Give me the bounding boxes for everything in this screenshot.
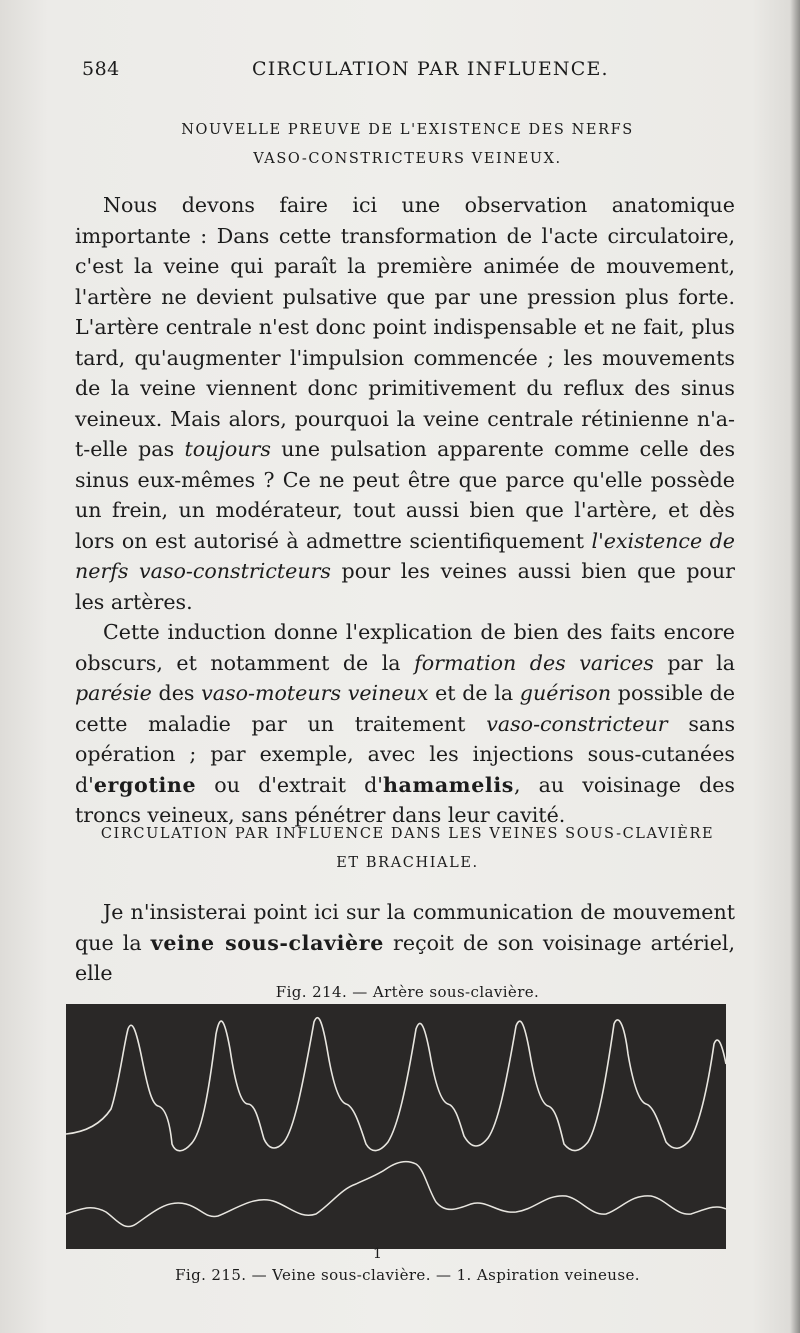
italic-term: l'existence de nerfs vaso-constricteurs bbox=[75, 528, 735, 583]
bold-term-veine: veine sous-clavière bbox=[150, 930, 384, 955]
section-heading-nerfs bbox=[75, 116, 740, 174]
figure-214-caption: Fig. 214. — Artère sous-clavière. bbox=[275, 983, 540, 1001]
paragraph-observation: Nous devons faire ici une observation anatomique importante : Dans cette transformation de l'acte circulatoire, c'est la veine qui paraît la première animée de mouvement, l'artère ne devient pulsative que par une pression plus forte. L'artère centrale n'est donc point indispensable et ne fait, plus tard, qu'augmenter l'impulsion commencée ; les mouvements de la veine viennent donc primitivement du reflux des sinus veineux. Mais alors, pourquoi la veine centrale rétinienne n'a-t-elle pas toujours une pulsation apparente comme celle des sinus eux-mêmes ? Ce ne peut être que parce qu'elle possède un frein, un modérateur, tout aussi bien que l'artère, et dès lors on est autorisé à admettre scientifiquement l'existence de nerfs vaso-constricteurs pour les veines aussi bien que pour les artères. bbox=[75, 193, 736, 614]
figure-215-caption: Fig. 215. — Veine sous-clavière. — 1. Aspiration veineuse. bbox=[175, 1266, 640, 1284]
italic-term: toujours bbox=[184, 437, 271, 461]
section-heading-line-2: VASO-CONSTRICTEURS VEINEUX. bbox=[253, 151, 562, 167]
bold-term-ergotine: ergotine bbox=[93, 772, 197, 797]
italic-term: vaso-moteurs veineux bbox=[201, 681, 429, 705]
section-heading-line-1: CIRCULATION PAR INFLUENCE DANS LES VEINES SOUS-CLAVIÈRE bbox=[100, 826, 715, 842]
paragraph-communication: Je n'insisterai point ici sur la communication de mouvement que la veine sous-clavière reçoit de son voisinage artériel, elle bbox=[75, 900, 736, 985]
vein-pulse-trace bbox=[66, 1162, 726, 1227]
italic-term: guérison bbox=[519, 681, 612, 705]
paragraph-induction: Cette induction donne l'explication de bien des faits encore obscurs, et notamment de la formation des varices par la parésie des vaso-moteurs veineux et de la guérison possible de cette maladie par un traitement vaso-constricteur sans opération ; par exemple, avec les injections sous-cutanées d'ergotine ou d'extrait d'hamamelis, au voisinage des troncs veineux, sans pénétrer dans leur cavité. bbox=[75, 620, 736, 827]
aspiration-marker: 1 bbox=[373, 1246, 382, 1262]
section-heading-line-2: ET BRACHIALE. bbox=[336, 855, 479, 871]
section-2-body bbox=[75, 897, 735, 989]
running-title: CIRCULATION PAR INFLUENCE. bbox=[252, 58, 609, 80]
section-1-body bbox=[75, 190, 735, 831]
artery-pulse-trace bbox=[66, 1018, 726, 1151]
italic-term: formation des varices bbox=[414, 650, 654, 675]
section-heading-circulation bbox=[75, 820, 740, 878]
italic-term: vaso-constricteur bbox=[486, 711, 668, 736]
page-number: 584 bbox=[82, 58, 120, 80]
pulse-tracing-figure bbox=[66, 1004, 726, 1249]
tracing-svg bbox=[66, 1004, 726, 1249]
bold-term-hamamelis: hamamelis bbox=[382, 772, 514, 797]
section-heading-line-1: NOUVELLE PREUVE DE L'EXISTENCE DES NERFS bbox=[181, 122, 634, 138]
running-head bbox=[82, 58, 732, 88]
page-edge-shadow bbox=[790, 0, 800, 1333]
italic-term: parésie bbox=[75, 681, 152, 705]
